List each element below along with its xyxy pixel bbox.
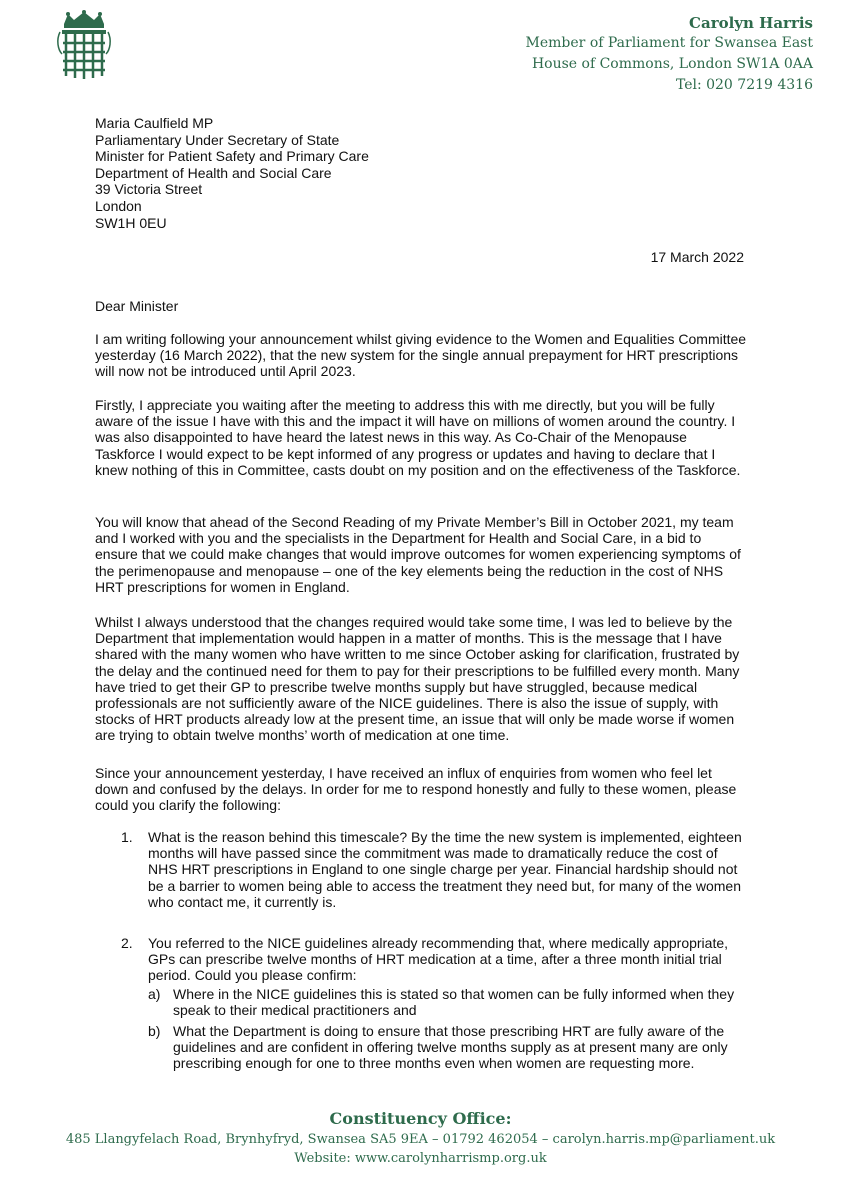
paragraph: I am writing following your announcement whilst giving evidence to the Women and Equalities Committee yesterday (16 March 2022), that the new system for the single annual prepayment for HRT prescriptions will now not be introduced until April 2023. bbox=[95, 331, 747, 380]
letter-date: 17 March 2022 bbox=[650, 249, 744, 265]
paragraph: Whilst I always understood that the changes required would take some time, I was led to believe by the Department that implementation would happen in a matter of months. This is the message that I have shared with the many women who have written to me since October asking for clarification, frustrated by the delay and the continued need for them to pay for their prescriptions to be fulfilled every month. Many have tried to get their GP to prescribe twelve months supply but have struggled, because medical professionals are not sufficiently aware of the NICE guidelines. There is also the issue of supply, with stocks of HRT products already low at the present time, an issue that will only be made worse if women are trying to obtain twelve months’ worth of medication at one time. bbox=[95, 614, 740, 744]
address-line: Department of Health and Social Care bbox=[95, 164, 332, 181]
footer-website: Website: www.carolynharrismp.org.uk bbox=[294, 1151, 547, 1166]
mp-name: Carolyn Harris bbox=[689, 14, 813, 32]
address-line: Minister for Patient Safety and Primary Care bbox=[95, 148, 369, 165]
address-line: SW1H 0EU bbox=[95, 214, 167, 231]
sub-list-letter: b) bbox=[148, 1023, 161, 1039]
address-line: Maria Caulfield MP bbox=[95, 115, 214, 131]
footer-address: 485 Llangyfelach Road, Brynhyfryd, Swansea SA5 9EA – 01792 462054 – carolyn.harris.mp@parliament.uk bbox=[65, 1132, 776, 1147]
paragraph: You will know that ahead of the Second Reading of my Private Member’s Bill in October 2021, my team and I worked with you and the specialists in the Department for Health and Social Care, in a bid to ensure that we could make changes that would improve outcomes for women experiencing symptoms of the perimenopause and menopause – one of the key elements being the reduction in the cost of NHS HRT prescriptions for women in England. bbox=[95, 514, 741, 595]
sub-list-text: What the Department is doing to ensure that those prescribing HRT are fully aware of the guidelines and are confident in offering twelve months supply as at present many are only prescribing enough for one to three months even when women are requesting more. bbox=[173, 1023, 728, 1072]
address-line: 39 Victoria Street bbox=[95, 181, 203, 198]
recipient-address bbox=[95, 115, 369, 231]
list-number: 2. bbox=[121, 935, 133, 951]
portcullis-icon bbox=[56, 10, 112, 82]
mp-address: House of Commons, London SW1A 0AA bbox=[531, 56, 813, 72]
paragraph: Since your announcement yesterday, I have received an influx of enquiries from women who feel let down and confused by the delays. In order for me to respond honestly and fully to these women, please could you clarify the following: bbox=[95, 765, 737, 814]
list-item-text: You referred to the NICE guidelines already recommending that, where medically appropriate, GPs can prescribe twelve months of HRT medication at a time, after a three month initial trial period. Could you please confirm: bbox=[148, 935, 729, 984]
mp-title: Member of Parliament for Swansea East bbox=[525, 35, 813, 51]
salutation: Dear Minister bbox=[95, 298, 179, 314]
list-item-text: What is the reason behind this timescale? By the time the new system is implemented, eighteen months will have passed since the commitment was made to dramatically reduce the cost of NHS HRT prescriptions in England to one single charge per year. Financial hardship should not be a barrier to women being able to access the treatment they need but, for many of the women who contact me, it currently is. bbox=[148, 829, 742, 910]
paragraph: Firstly, I appreciate you waiting after the meeting to address this with me directly, but you will be fully aware of the issue I have with this and the impact it will have on millions of women around the country. I was also disappointed to have heard the latest news in this way. As Co-Chair of the Menopause Taskforce I would expect to be kept informed of any progress or updates and having to declare that I knew nothing of this in Committee, casts doubt on my position and on the effectiveness of the Taskforce. bbox=[95, 397, 741, 478]
letterhead bbox=[526, 14, 813, 96]
constituency-office-footer bbox=[0, 1108, 841, 1168]
address-line: Parliamentary Under Secretary of State bbox=[95, 131, 340, 148]
sub-list-text: Where in the NICE guidelines this is stated so that women can be fully informed when they speak to their medical practitioners and bbox=[173, 986, 735, 1019]
footer-title: Constituency Office: bbox=[329, 1109, 512, 1128]
address-line: London bbox=[95, 197, 142, 214]
sub-list-letter: a) bbox=[148, 986, 161, 1002]
mp-telephone: Tel: 020 7219 4316 bbox=[675, 77, 813, 93]
list-number: 1. bbox=[121, 829, 133, 845]
